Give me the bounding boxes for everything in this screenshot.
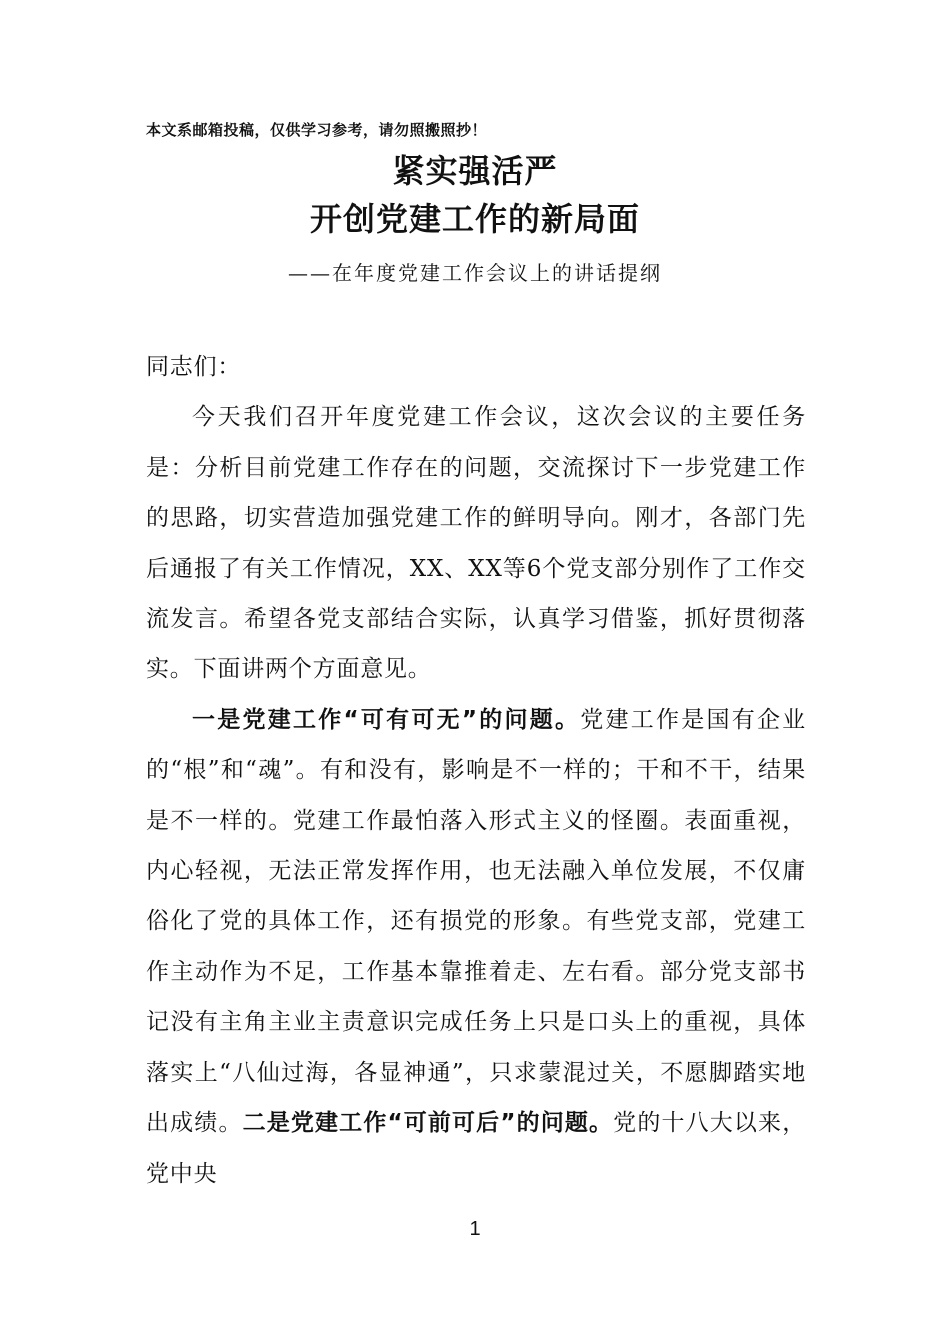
paragraph-2 (146, 695, 806, 1199)
page-number: 1 (469, 1218, 481, 1240)
greeting: 同志们： (146, 354, 242, 380)
paragraph-1: 今天我们召开年度党建工作会议，这次会议的主要任务是：分析目前党建工作存在的问题，交流探讨下一步党建工作的思路，切实营造加强党建工作的鲜明导向。刚才，各部门先后通报了有关工作情况，XX、XX等6个党支部分别作了工作交流发言。希望各党支部结合实际，认真学习借鉴，抓好贯彻落实。下面讲两个方面意见。 (146, 404, 806, 683)
point-one-text: 党建工作是国有企业的“根”和“魂”。有和没有，影响是不一样的；干和不干，结果是不一样的。党建工作最怕落入形式主义的怪圈。表面重视，内心轻视，无法正常发挥作用，也无法融入单位发展，不仅庸俗化了党的具体工作，还有损党的形象。有些党支部，党建工作主动作为不足，工作基本靠推着走、左右看。部分党支部书记没有主角主业主责意识完成任务上只是口头上的重视，具体落实上“八仙过海，各显神通”，只求蒙混过关，不愿脚踏实地出成绩。 (146, 706, 806, 1137)
title-line-2: 开创党建工作的新局面 (309, 200, 640, 238)
point-two-text: 党的十八大以来，党中央 (146, 1110, 806, 1187)
header-notice: 本文系邮箱投稿，仅供学习参考，请勿照搬照抄！ (146, 121, 488, 139)
title-line-1: 紧实强活严 (392, 152, 558, 190)
subtitle: ——在年度党建工作会议上的讲话提纲 (288, 261, 662, 285)
body-text (146, 342, 806, 1199)
point-one-heading: 一是党建工作“可有可无”的问题。 (192, 706, 581, 733)
point-two-heading: 二是党建工作“可前可后”的问题。 (242, 1110, 614, 1137)
